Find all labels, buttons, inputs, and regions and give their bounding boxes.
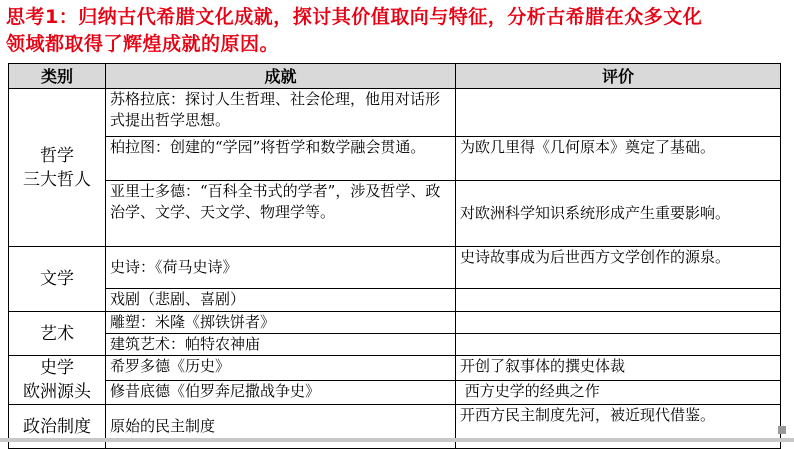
category-label: 艺术 xyxy=(40,323,74,344)
table-row xyxy=(9,356,781,381)
footer-divider xyxy=(0,438,794,442)
table-row xyxy=(9,181,781,247)
evaluation-cell xyxy=(456,312,781,334)
table-row xyxy=(9,380,781,405)
evaluation-cell xyxy=(456,334,781,356)
evaluation-cell: 西方史学的经典之作 xyxy=(456,380,781,405)
header-category: 类别 xyxy=(9,64,106,89)
question-line-2: 领域都取得了辉煌成就的原因。 xyxy=(6,33,280,55)
table-row xyxy=(9,137,781,181)
evaluation-cell: 对欧洲科学知识系统形成产生重要影响。 xyxy=(456,181,781,247)
evaluation-cell: 为欧几里得《几何原本》奠定了基础。 xyxy=(456,137,781,181)
question-heading xyxy=(6,4,786,58)
header-achievement: 成就 xyxy=(106,64,456,89)
achievement-cell: 希罗多德《历史》 xyxy=(106,356,456,381)
category-label: 政治制度 xyxy=(23,416,91,437)
achievement-cell: 戏剧（悲剧、喜剧） xyxy=(106,289,456,312)
evaluation-cell xyxy=(456,289,781,312)
evaluation-cell xyxy=(456,89,781,137)
table-row xyxy=(9,334,781,356)
category-art xyxy=(9,312,106,356)
achievement-cell: 苏格拉底：探讨人生哲理、社会伦理，他用对话形式提出哲学思想。 xyxy=(106,89,456,137)
header-evaluation: 评价 xyxy=(456,64,781,89)
achievement-cell: 建筑艺术：帕特农神庙 xyxy=(106,334,456,356)
table-row xyxy=(9,312,781,334)
table-header-row xyxy=(9,64,781,89)
achievement-cell: 雕塑：米隆《掷铁饼者》 xyxy=(106,312,456,334)
achievement-cell: 原始的民主制度 xyxy=(106,405,456,449)
category-label: 哲学 xyxy=(40,145,74,166)
category-philosophy xyxy=(9,89,106,247)
category-label: 三大哲人 xyxy=(23,169,91,190)
category-label: 文学 xyxy=(40,269,74,289)
table-row xyxy=(9,247,781,289)
evaluation-cell: 史诗故事成为后世西方文学创作的源泉。 xyxy=(456,247,781,289)
category-label: 史学 xyxy=(40,358,74,378)
evaluation-cell: 开创了叙事体的撰史体裁 xyxy=(456,356,781,381)
table-row xyxy=(9,89,781,137)
achievement-cell: 史诗：《荷马史诗》 xyxy=(106,247,456,289)
culture-achievements-table xyxy=(8,63,781,449)
achievement-cell: 亚里士多德：“百科全书式的学者”，涉及哲学、政治学、文学、天文学、物理学等。 xyxy=(106,181,456,247)
slide-corner-mark xyxy=(778,426,786,434)
category-literature xyxy=(9,247,106,312)
category-history xyxy=(9,356,106,405)
question-line-1: 思考1：归纳古代希腊文化成就，探讨其价值取向与特征，分析古希腊在众多文化 xyxy=(6,6,703,28)
evaluation-cell: 开西方民主制度先河，被近现代借鉴。 xyxy=(456,405,781,449)
category-label: 欧洲源头 xyxy=(23,382,91,402)
table-row xyxy=(9,289,781,312)
achievement-cell: 柏拉图：创建的“学园”将哲学和数学融会贯通。 xyxy=(106,137,456,181)
achievement-cell: 修昔底德《伯罗奔尼撒战争史》 xyxy=(106,380,456,405)
